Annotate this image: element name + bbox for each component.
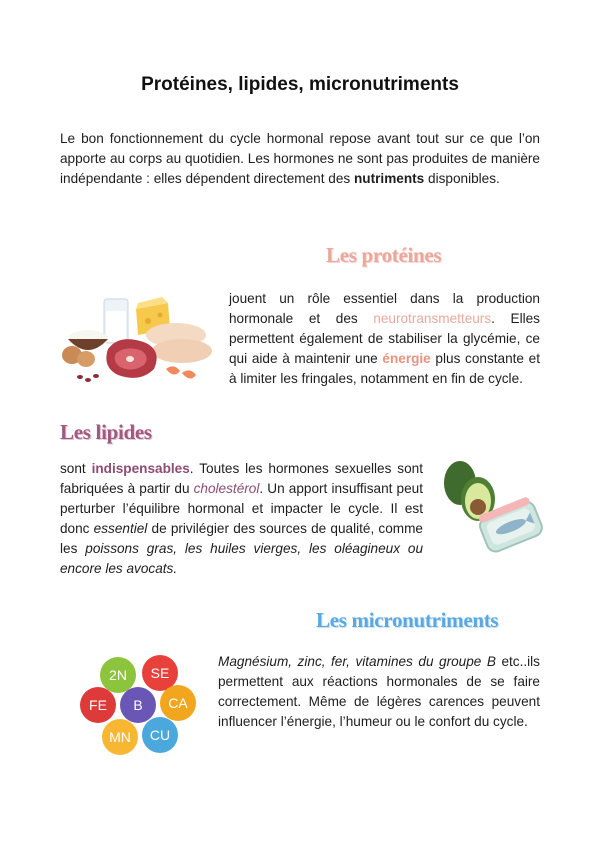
lipids-paragraph [60, 459, 423, 579]
intro-bold-nutriments: nutriments [354, 171, 425, 186]
minerals-illustration [78, 653, 202, 757]
micronutrients-paragraph [218, 652, 540, 732]
ball-cu-label: CU [149, 727, 171, 743]
mineral-ball-b [120, 687, 156, 723]
proteins-highlight-neurotransmetteurs: neurotransmetteurs [373, 311, 492, 326]
proteins-text-1: jouent un rôle essentiel dans la production hormonale et des [229, 291, 540, 326]
avocado-sardine-illustration [438, 455, 546, 560]
mineral-ball-ca [160, 685, 196, 721]
ball-fe-label: FE [89, 697, 107, 713]
lipids-heading: Les lipides [60, 420, 152, 444]
proteins-food-illustration [58, 295, 220, 395]
mineral-ball-zn [100, 657, 136, 693]
lipids-text-3: . Un apport insuffisant peut perturber l’équilibre hormonal et impacter le cycle. Il est donc [60, 481, 423, 536]
mineral-ball-cu [142, 717, 178, 753]
proteins-text-2: . Elles permettent également de stabiliser la glycémie, ce qui aide à maintenir une [229, 311, 540, 366]
proteins-paragraph [229, 289, 540, 389]
micro-text-1: etc..ils permettent aux réactions hormonales de se faire correctement. Même de légères carences peuvent influencer l’énergie, l’humeur ou le confort du cycle. [218, 654, 540, 729]
proteins-text-3: plus constante et à limiter les fringales, notamment en fin de cycle. [229, 351, 541, 386]
lipids-text-1: sont [60, 461, 92, 476]
micro-em-minerals: Magnésium, zinc, fer, vitamines du groupe B [218, 654, 496, 669]
page-title: Protéines, lipides, micronutriments [141, 74, 459, 95]
proteins-heading: Les protéines [326, 243, 442, 267]
ball-se-label: SE [150, 665, 170, 681]
lipids-em-sources: poissons gras, les huiles vierges, les oléagineux ou encore les avocats. [60, 541, 424, 576]
lipids-text-4: de privilégier des sources de qualité, comme les [60, 521, 423, 556]
mineral-ball-se [142, 655, 178, 691]
lipids-highlight-indispensables: indispensables [91, 461, 190, 476]
mineral-ball-fe [80, 687, 116, 723]
mineral-ball-mn [102, 719, 138, 755]
intro-paragraph [60, 129, 540, 189]
ball-ca-label: CA [168, 695, 188, 711]
lipids-em-essentiel: essentiel [93, 521, 148, 536]
proteins-highlight-energie: énergie [382, 351, 431, 366]
ball-mn-label: MN [109, 729, 131, 745]
intro-text: Le bon fonctionnement du cycle hormonal repose avant tout sur ce que l’on apporte au corps au quotidien. Les hormones ne sont pas produites de manière indépendante : elles dépendent directement des [60, 131, 540, 186]
lipids-highlight-cholesterol: cholestérol [193, 481, 260, 496]
lipids-text-2: . Toutes les hormones sexuelles sont fabriquées à partir du [60, 461, 423, 496]
ball-zn-label: 2N [109, 667, 127, 683]
micronutrients-heading: Les micronutriments [316, 608, 499, 632]
intro-text-end: disponibles. [424, 171, 500, 186]
ball-b-label: B [133, 697, 143, 713]
